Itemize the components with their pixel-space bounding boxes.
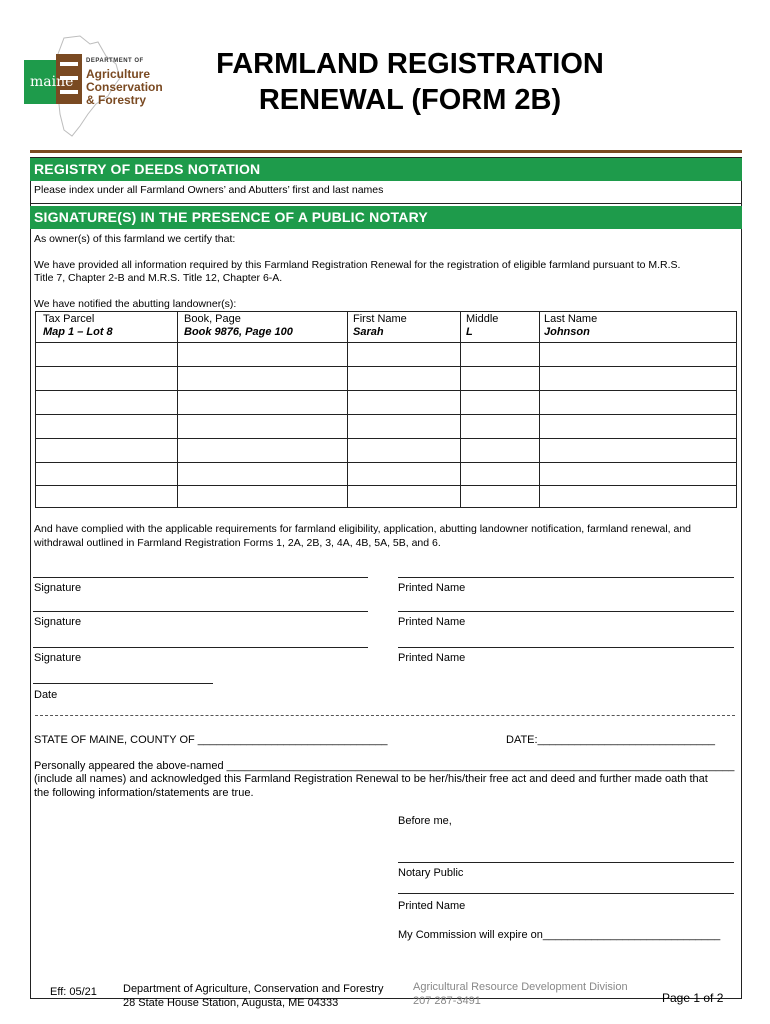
signature-line-2[interactable] — [33, 611, 368, 612]
notary-public-label: Notary Public — [398, 867, 464, 879]
appeared-field[interactable]: Personally appeared the above-named ___________________________________________________________________________________ — [34, 760, 735, 772]
table-cell-middle[interactable]: L — [466, 326, 473, 338]
page-title — [175, 46, 645, 118]
page-number: Page 1 of 2 — [662, 991, 724, 1005]
col-header-last-name: Last Name — [544, 313, 598, 325]
printed-name-label-2: Printed Name — [398, 616, 466, 628]
date-label: Date — [34, 689, 58, 701]
notary-printed-name-label: Printed Name — [398, 900, 466, 912]
signature-line-3[interactable] — [33, 647, 368, 648]
signature-label-3: Signature — [34, 652, 82, 664]
notary-printed-name-line[interactable] — [398, 893, 734, 894]
printed-name-line-3[interactable] — [398, 647, 734, 648]
logo-conservation: Conservation — [86, 80, 163, 94]
logo-dept-of: DEPARTMENT OF — [86, 58, 144, 64]
before-me-label: Before me, — [398, 815, 452, 827]
date-line[interactable] — [33, 683, 213, 684]
title-line-1: FARMLAND REGISTRATION — [216, 48, 604, 80]
header-divider — [30, 150, 742, 153]
notified-text: We have notified the abutting landowner(s): — [34, 298, 237, 310]
appeared-text-3: the following information/statements are true. — [34, 787, 254, 799]
dacf-logo — [24, 34, 164, 139]
title-line-2: RENEWAL (FORM 2B) — [258, 84, 562, 116]
notary-date-field[interactable]: DATE:_____________________________ — [506, 734, 715, 746]
logo-agriculture: Agriculture — [86, 67, 151, 81]
col-header-book-page: Book, Page — [184, 313, 241, 325]
appeared-text-2: (include all names) and acknowledged this Farmland Registration Renewal to be her/his/their free act and deed and further made oath that — [34, 773, 708, 785]
certify-text: As owner(s) of this farmland we certify that: — [34, 233, 236, 245]
table-cell-first-name[interactable]: Sarah — [353, 326, 384, 338]
registry-note: Please index under all Farmland Owners’ and Abutters’ first and last names — [34, 184, 384, 196]
footer-dept-line-1: Department of Agriculture, Conservation and Forestry — [123, 983, 384, 995]
registry-heading: REGISTRY OF DEEDS NOTATION — [30, 158, 742, 181]
table-cell-book-page[interactable]: Book 9876, Page 100 — [184, 326, 293, 338]
logo-forestry: & Forestry — [86, 93, 147, 107]
signature-label-1: Signature — [34, 582, 82, 594]
table-cell-last-name[interactable]: Johnson — [544, 326, 590, 338]
footer-division-line-2: 207 287-3491 — [413, 995, 481, 1007]
commission-expire-field[interactable]: My Commission will expire on_____________________________ — [398, 929, 721, 941]
col-header-tax-parcel: Tax Parcel — [43, 313, 95, 325]
signature-heading: SIGNATURE(S) IN THE PRESENCE OF A PUBLIC NOTARY — [30, 206, 742, 229]
col-header-first-name: First Name — [353, 313, 407, 325]
abutters-table — [35, 311, 737, 508]
signature-line-1[interactable] — [33, 577, 368, 578]
logo-maine-text: maine — [30, 74, 74, 90]
signature-label-2: Signature — [34, 616, 82, 628]
complied-text-2: withdrawal outlined in Farmland Registration Forms 1, 2A, 2B, 3, 4A, 4B, 5A, 5B, and 6. — [34, 537, 441, 549]
provided-text-1: We have provided all information required by this Farmland Registration Renewal for the registration of eligible farmland pursuant to M.R.S. — [34, 259, 681, 271]
complied-text-1: And have complied with the applicable requirements for farmland eligibility, application, abutting landowner notification, farmland renewal, and — [34, 523, 692, 535]
printed-name-label-3: Printed Name — [398, 652, 466, 664]
footer-division-line-1: Agricultural Resource Development Division — [413, 981, 628, 993]
footer-dept-line-2: 28 State House Station, Augusta, ME 04333 — [123, 997, 339, 1009]
registry-divider — [30, 203, 742, 204]
printed-name-line-1[interactable] — [398, 577, 734, 578]
printed-name-line-2[interactable] — [398, 611, 734, 612]
provided-text-2: Title 7, Chapter 2-B and M.R.S. Title 12, Chapter 6-A. — [34, 272, 283, 284]
printed-name-label-1: Printed Name — [398, 582, 466, 594]
col-header-middle: Middle — [466, 313, 499, 325]
table-cell-tax-parcel[interactable]: Map 1 – Lot 8 — [43, 326, 113, 338]
state-county-field[interactable]: STATE OF MAINE, COUNTY OF _______________________________ — [34, 734, 388, 746]
footer-effective-date: Eff: 05/21 — [50, 986, 97, 998]
notary-signature-line[interactable] — [398, 862, 734, 863]
notary-divider — [35, 715, 735, 716]
